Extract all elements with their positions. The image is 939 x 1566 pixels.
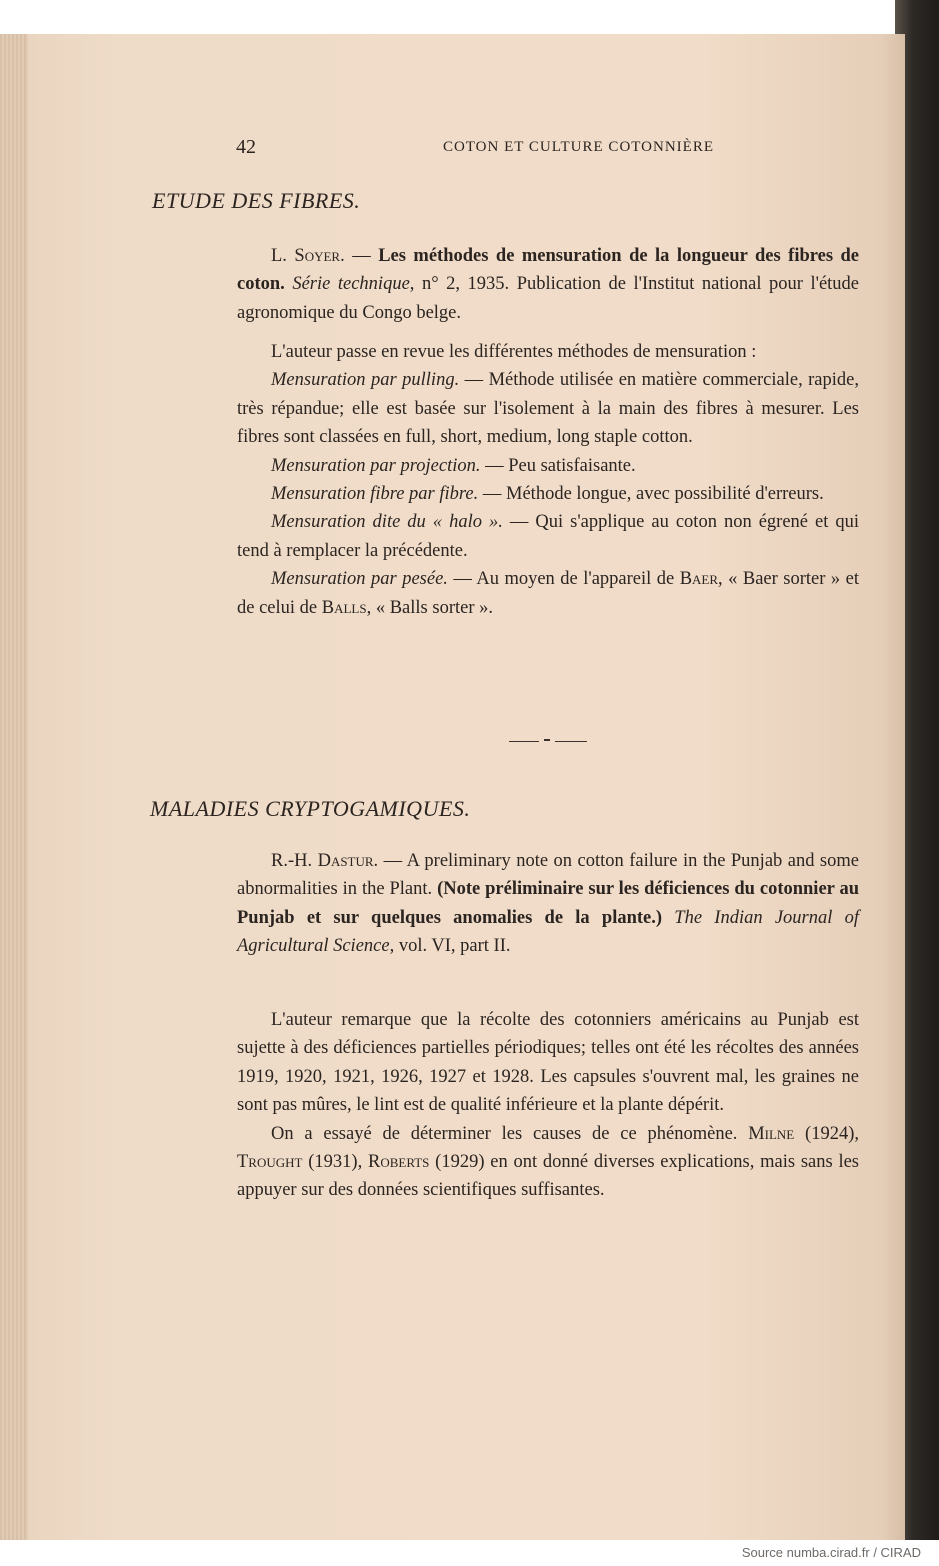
scan-top-margin — [0, 0, 939, 34]
summary-soyer — [237, 338, 859, 622]
entry-translated-title: (Note préliminaire sur les déficiences du cotonnier au Punjab et sur quelques anomalies de la plante.) — [237, 879, 859, 928]
entry-title: Les méthodes de mensuration de la longueur des fibres de coton. — [237, 246, 860, 295]
page-number: 42 — [236, 136, 256, 158]
page-stack-edges — [0, 34, 28, 1540]
section-separator-ornament — [509, 739, 587, 745]
entry-journal: The Indian Journal of Agricultural Science — [237, 907, 860, 957]
method-halo: Mensuration dite du « halo ». — Qui s'applique au coton non égrené et qui tend à remplacer la précédente. — [237, 512, 860, 561]
method-pulling: Mensuration par pulling. — Méthode utilisée en matière commerciale, rapide, très répandue; elle est basée sur l'isolement à la main des fibres à mesurer. Les fibres sont classées en full, short, medium, long staple cotton. — [237, 370, 859, 448]
bibliographic-entry-dastur: R.-H. Dastur. — A preliminary note on cotton failure in the Punjab and some abnormalities in the Plant. (Note préliminaire sur les déficiences du cotonnier au Punjab et sur quelques anomalies de la plante.) The Indian Journal of Agricultural Science, vol. VI, part II. — [237, 851, 860, 957]
entry-series: Série technique — [292, 274, 410, 295]
summary-paragraph-1: L'auteur remarque que la récolte des cotonniers américains au Punjab est sujette à des déficiences partielles périodiques; telles ont été les récoltes des années 1919, 1920, 1921, 1926, 1927 et 1928. Les capsules s'ouvrent mal, les graines ne sont pas mûres, le lint est de qualité inférieure et la plante dépérit. — [237, 1010, 859, 1116]
summary-dastur — [237, 1006, 859, 1205]
entry-author: L. Soyer. — [271, 246, 345, 266]
bibliographic-entry-soyer — [237, 242, 859, 327]
entry-author: R.-H. Dastur. — [271, 851, 379, 871]
method-projection: Mensuration par projection. — Peu satisfaisante. — [271, 455, 636, 476]
entry-dash: — — [344, 246, 379, 266]
method-pesee: Mensuration par pesée. — Au moyen de l'appareil de Baer, « Baer sorter » et de celui de Balls, « Balls sorter ». — [237, 569, 859, 618]
source-credit: Source numba.cirad.fr / CIRAD — [741, 1545, 921, 1560]
summary-paragraph-2: On a essayé de déterminer les causes de ce phénomène. Milne (1924), Trought (1931), Roberts (1929) en ont donné diverses explications, mais sans les appuyer sur des données scientifiques suffisantes. — [237, 1123, 860, 1201]
running-header-title: COTON ET CULTURE COTONNIÈRE — [442, 139, 714, 155]
summary-intro: L'auteur passe en revue les différentes méthodes de mensuration : — [271, 342, 757, 362]
section-title-etude-des-fibres: ETUDE DES FIBRES. — [152, 188, 361, 213]
section-title-maladies-cryptogamiques: MALADIES CRYPTOGAMIQUES. — [150, 796, 471, 821]
method-fibre-par-fibre: Mensuration fibre par fibre. — Méthode longue, avec possibilité d'erreurs. — [271, 484, 824, 505]
entry-publication: , n° 2, 1935. Publication de l'Institut national pour l'étude agronomique du Congo belge. — [237, 274, 860, 323]
